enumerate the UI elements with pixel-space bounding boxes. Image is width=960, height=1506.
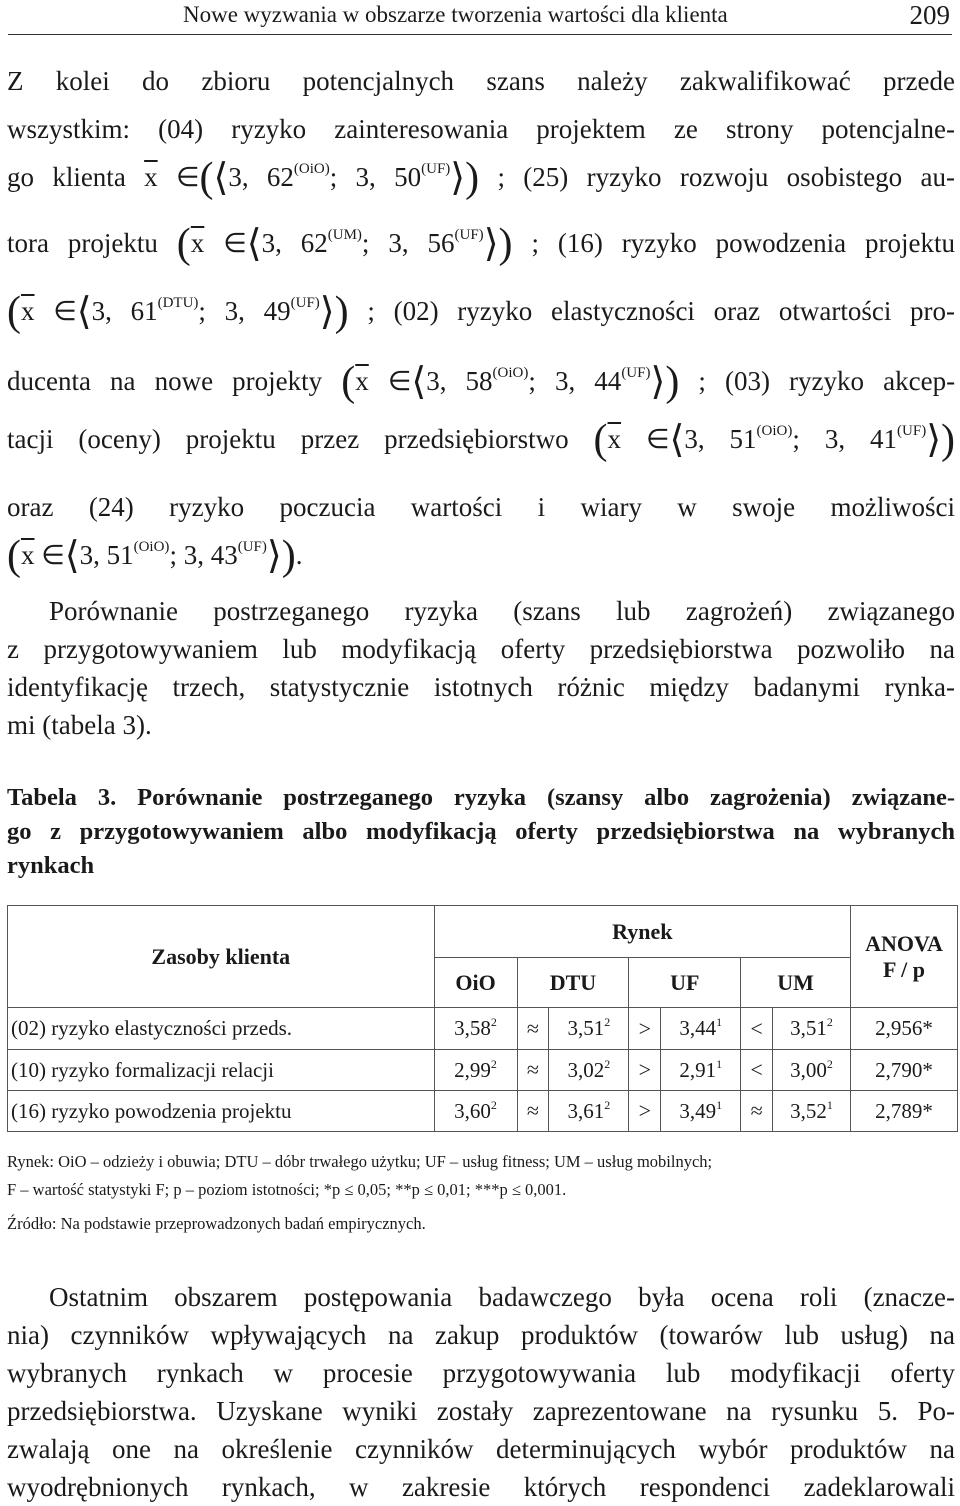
separator: ; bbox=[361, 228, 389, 258]
close-angle: ⟩ bbox=[450, 157, 466, 199]
value-oio: 3,60$^2$ bbox=[434, 1091, 517, 1132]
x-bar: $\overline{x}$ bbox=[607, 424, 622, 454]
x-bar: $\overline{x}$ bbox=[144, 162, 158, 192]
close-angle: ⟩ bbox=[319, 291, 335, 333]
para1-line6 bbox=[7, 359, 956, 405]
close-paren: ) bbox=[665, 359, 680, 405]
x-bar: $\overline{x}$ bbox=[190, 228, 205, 258]
row-label: (16) ryzyko powodzenia projektu bbox=[8, 1091, 435, 1132]
table-source: Źródło: Na podstawie przeprowadzonych badań empirycznych. bbox=[7, 1214, 426, 1233]
separator: ; bbox=[528, 366, 555, 396]
open-angle: ⟨ bbox=[669, 419, 685, 461]
comparison-sign: ≈ bbox=[517, 1050, 549, 1091]
interval-start: 3, 62 bbox=[228, 162, 294, 192]
para1-line5 bbox=[7, 289, 956, 335]
interval-formula-3 bbox=[7, 289, 349, 335]
para3-line6: wyodrębnionych rynkach, w zakresie których respondenci zadeklarowali bbox=[7, 1472, 955, 1502]
interval-formula-2 bbox=[176, 221, 513, 267]
text: ; (25) ryzyko rozwoju osobistego au- bbox=[497, 162, 955, 192]
para3-line4: przedsiębiorstwa. Uzyskane wyniki zostały zaprezentowane na rysunku 5. Po- bbox=[7, 1396, 955, 1426]
value-uf: 3,44$^1$ bbox=[661, 1008, 741, 1050]
comparison-sign: ≈ bbox=[741, 1091, 773, 1132]
value-dtu: 3,51$^2$ bbox=[549, 1008, 629, 1050]
interval-formula-1 bbox=[144, 155, 480, 201]
text: . bbox=[295, 540, 303, 570]
anova-label: ANOVA bbox=[865, 930, 943, 956]
value-um: 3,00$^2$ bbox=[773, 1050, 851, 1091]
interval-start: 3, 62 bbox=[261, 228, 328, 258]
table-note-line2: F – wartość statystyki F; p – poziom istotności; *p ≤ 0,05; **p ≤ 0,01; ***p ≤ 0,001. bbox=[7, 1180, 567, 1199]
market-label: (OiO) bbox=[492, 365, 529, 381]
market-label: (OiO) bbox=[293, 161, 330, 177]
text: tacji (oceny) projektu przez przedsiębiorstwo bbox=[7, 424, 569, 454]
element-of-sign: ∈ bbox=[53, 296, 77, 326]
market-dtu: DTU bbox=[517, 958, 629, 1008]
close-paren: ) bbox=[498, 221, 513, 267]
text: ; (03) ryzyko akcep- bbox=[698, 366, 956, 396]
para3-line2: nia) czynników wpływających na zakup produktów (towarów lub usług) na bbox=[7, 1320, 955, 1350]
value-um: 3,51$^2$ bbox=[773, 1008, 851, 1050]
para1-line8: oraz (24) ryzyko poczucia wartości i wiary w swoje możliwości bbox=[7, 492, 955, 522]
running-title: Nowe wyzwania w obszarze tworzenia wartości dla klienta bbox=[183, 2, 728, 27]
x-bar: $\overline{x}$ bbox=[21, 540, 35, 570]
separator: ; bbox=[198, 296, 225, 326]
close-paren: ) bbox=[941, 417, 956, 463]
market-label: (UF) bbox=[454, 227, 484, 243]
market-label: (OiO) bbox=[133, 539, 170, 555]
open-paren: ( bbox=[199, 155, 214, 201]
interval-start: 3, 51 bbox=[79, 540, 134, 570]
market-label: (UF) bbox=[421, 161, 451, 177]
market-label: (OiO) bbox=[756, 423, 793, 439]
close-paren: ) bbox=[334, 289, 349, 335]
open-paren: ( bbox=[341, 359, 356, 405]
page-number: 209 bbox=[909, 0, 950, 30]
close-paren: ) bbox=[281, 533, 296, 579]
open-angle: ⟨ bbox=[64, 535, 80, 577]
comparison-sign: > bbox=[629, 1050, 661, 1091]
para1-line3 bbox=[7, 155, 955, 201]
market-label: (UF) bbox=[290, 295, 320, 311]
value-oio: 3,58$^2$ bbox=[434, 1008, 517, 1050]
interval-start: 3, 58 bbox=[426, 366, 493, 396]
market-label: (UM) bbox=[327, 227, 362, 243]
close-angle: ⟩ bbox=[266, 535, 282, 577]
table-note-line1: Rynek: OiO – odzieży i obuwia; DTU – dóbr trwałego użytku; UF – usług fitness; UM – usług mobilnych; bbox=[7, 1152, 713, 1171]
open-angle: ⟨ bbox=[246, 223, 262, 265]
open-paren: ( bbox=[7, 289, 21, 335]
table-caption-line1: Tabela 3. Porównanie postrzeganego ryzyka (szansy albo zagrożenia) związane- bbox=[7, 784, 955, 811]
running-header bbox=[8, 0, 952, 35]
table-row bbox=[8, 1008, 958, 1050]
comparison-sign: ≈ bbox=[517, 1091, 549, 1132]
separator: ; bbox=[169, 540, 184, 570]
interval-end: 3, 49 bbox=[224, 296, 291, 326]
value-dtu: 3,02$^2$ bbox=[549, 1050, 629, 1091]
value-uf: 3,49$^1$ bbox=[661, 1091, 741, 1132]
close-angle: ⟩ bbox=[926, 419, 942, 461]
para1-line2: wszystkim: (04) ryzyko zainteresowania projektem ze strony potencjalne- bbox=[7, 114, 955, 144]
market-label: (UF) bbox=[621, 365, 651, 381]
interval-end: 3, 50 bbox=[355, 162, 422, 192]
element-of-sign: ∈ bbox=[223, 228, 247, 258]
interval-formula-6 bbox=[7, 533, 296, 579]
open-angle: ⟨ bbox=[76, 291, 92, 333]
text: ; (16) ryzyko powodzenia projektu bbox=[531, 228, 955, 258]
close-paren: ) bbox=[465, 155, 480, 201]
para1-line1: Z kolei do zbioru potencjalnych szans należy zakwalifikować przede bbox=[7, 66, 955, 96]
close-angle: ⟩ bbox=[650, 361, 666, 403]
results-table bbox=[7, 905, 958, 1132]
interval-formula-5 bbox=[593, 417, 956, 463]
para1-line4 bbox=[7, 221, 955, 267]
para1-line9 bbox=[7, 533, 955, 579]
open-paren: ( bbox=[7, 533, 21, 579]
value-oio: 2,99$^2$ bbox=[434, 1050, 517, 1091]
market-label: (UF) bbox=[237, 539, 267, 555]
market-uf: UF bbox=[629, 958, 741, 1008]
market-um: UM bbox=[741, 958, 851, 1008]
comparison-sign: < bbox=[741, 1008, 773, 1050]
header-anova bbox=[851, 906, 958, 1008]
interval-start: 3, 61 bbox=[91, 296, 158, 326]
anova-value: 2,956* bbox=[851, 1008, 958, 1050]
value-um: 3,52$^1$ bbox=[773, 1091, 851, 1132]
fp-label: F / p bbox=[883, 956, 925, 982]
table-caption-line2: go z przygotowywaniem albo modyfikacją oferty przedsiębiorstwa na wybranych bbox=[7, 818, 955, 845]
value-dtu: 3,61$^2$ bbox=[549, 1091, 629, 1132]
row-label: (10) ryzyko formalizacji relacji bbox=[8, 1050, 435, 1091]
element-of-sign: ∈ bbox=[175, 162, 200, 192]
para3-line3: wybranych rynkach w procesie przygotowywania lub modyfikacji oferty bbox=[7, 1358, 955, 1388]
close-angle: ⟩ bbox=[483, 223, 499, 265]
para2-line3: identyfikację trzech, statystycznie istotnych różnic między badanymi rynka- bbox=[7, 672, 955, 702]
element-of-sign: ∈ bbox=[41, 540, 65, 570]
text: ducenta na nowe projekty bbox=[7, 366, 323, 396]
anova-value: 2,789* bbox=[851, 1091, 958, 1132]
para2-line4: mi (tabela 3). bbox=[7, 710, 152, 740]
text: tora projektu bbox=[7, 228, 158, 258]
x-bar: $\overline{x}$ bbox=[21, 296, 35, 326]
para3-line5: zwalają one na określenie czynników determinujących wybór produktów na bbox=[7, 1434, 955, 1464]
element-of-sign: ∈ bbox=[645, 424, 670, 454]
interval-end: 3, 41 bbox=[824, 424, 898, 454]
header-rynek: Rynek bbox=[434, 906, 850, 958]
separator: ; bbox=[329, 162, 356, 192]
interval-end: 3, 56 bbox=[388, 228, 455, 258]
element-of-sign: ∈ bbox=[387, 366, 412, 396]
market-label: (UF) bbox=[897, 423, 927, 439]
open-paren: ( bbox=[176, 221, 191, 267]
anova-value: 2,790* bbox=[851, 1050, 958, 1091]
comparison-sign: ≈ bbox=[517, 1008, 549, 1050]
comparison-sign: < bbox=[741, 1050, 773, 1091]
para2-line1: Porównanie postrzeganego ryzyka (szans lub zagrożeń) związanego bbox=[49, 596, 955, 626]
market-label: (DTU) bbox=[157, 295, 199, 311]
header-zasoby: Zasoby klienta bbox=[8, 906, 435, 1008]
table-caption-line3: rynkach bbox=[7, 852, 95, 879]
open-paren: ( bbox=[593, 417, 608, 463]
text: go klienta bbox=[7, 162, 126, 192]
x-bar: $\overline{x}$ bbox=[355, 366, 369, 396]
open-angle: ⟨ bbox=[213, 157, 229, 199]
table-row bbox=[8, 1050, 958, 1091]
interval-formula-4 bbox=[341, 359, 680, 405]
comparison-sign: > bbox=[629, 1091, 661, 1132]
market-oio: OiO bbox=[434, 958, 517, 1008]
interval-end: 3, 43 bbox=[183, 540, 238, 570]
table-row bbox=[8, 1091, 958, 1132]
para1-line7 bbox=[7, 417, 956, 463]
value-uf: 2,91$^1$ bbox=[661, 1050, 741, 1091]
interval-start: 3, 51 bbox=[684, 424, 757, 454]
interval-end: 3, 44 bbox=[554, 366, 622, 396]
separator: ; bbox=[792, 424, 825, 454]
para3-line1: Ostatnim obszarem postępowania badawczego była ocena roli (znacze- bbox=[49, 1282, 955, 1312]
row-label: (02) ryzyko elastyczności przeds. bbox=[8, 1008, 435, 1050]
open-angle: ⟨ bbox=[411, 361, 427, 403]
comparison-sign: > bbox=[629, 1008, 661, 1050]
para2-line2: z przygotowywaniem lub modyfikacją oferty przedsiębiorstwa pozwoliło na bbox=[7, 634, 955, 664]
text: ; (02) ryzyko elastyczności oraz otwartości pro- bbox=[367, 296, 956, 326]
